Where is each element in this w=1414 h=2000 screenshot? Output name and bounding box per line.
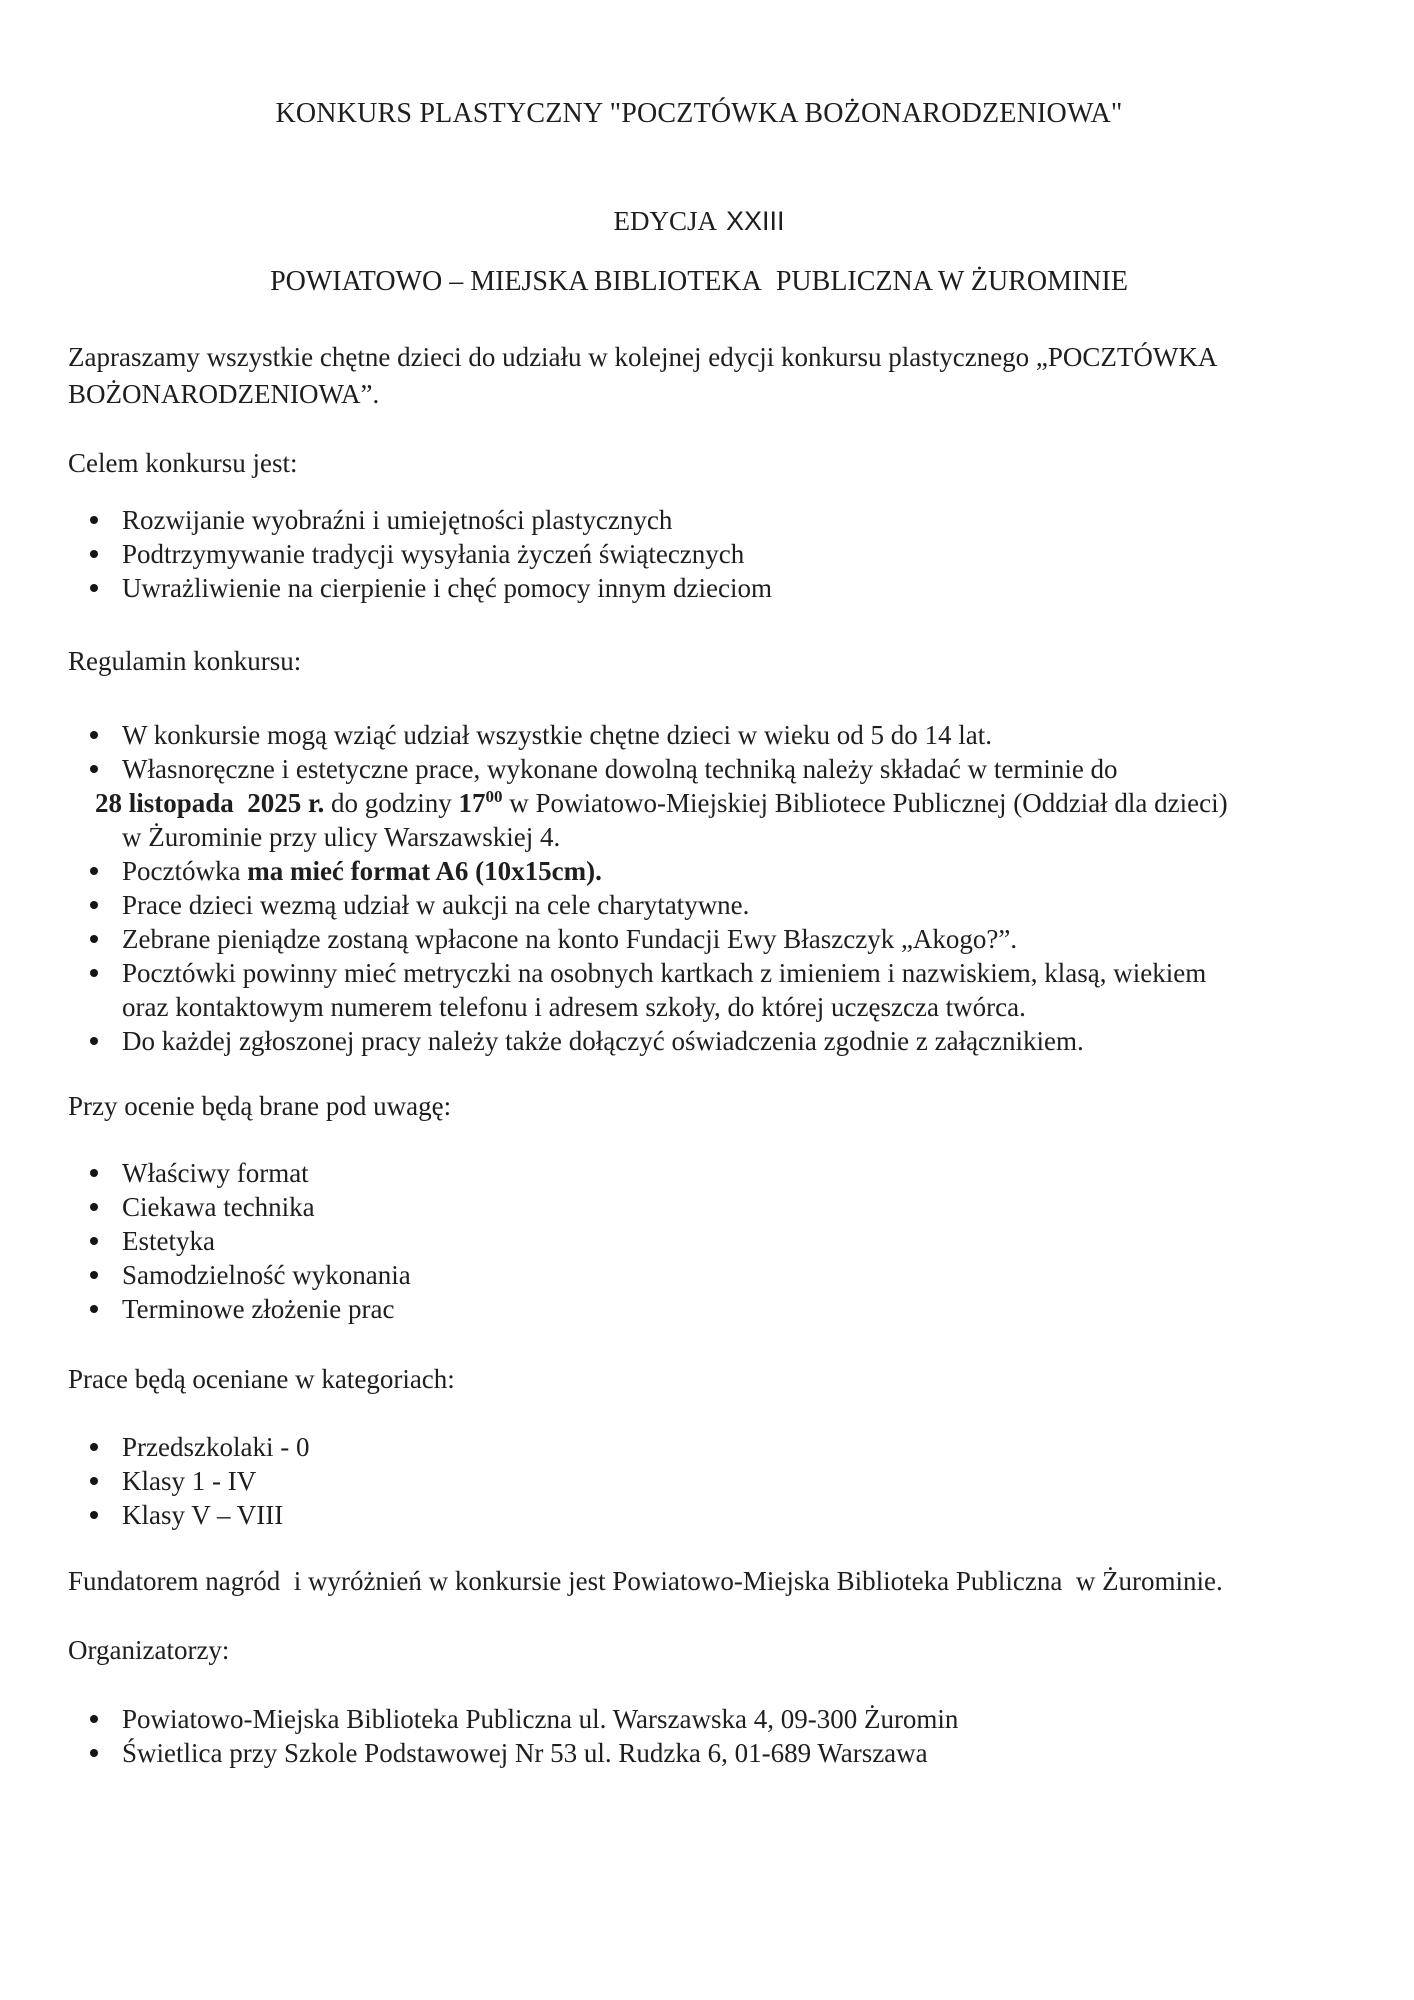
rules-list <box>68 718 1330 1058</box>
criteria-list <box>68 1156 1330 1326</box>
section-heading-goals: Celem konkursu jest: <box>68 448 298 478</box>
funder-line: Fundatorem nagród i wyróżnień w konkursie jest Powiatowo-Miejska Biblioteka Publiczna w Żurominie. <box>68 1566 1223 1596</box>
list-item: Powiatowo-Miejska Biblioteka Publiczna ul. Warszawska 4, 09-300 Żuromin <box>122 1702 1330 1736</box>
list-item: Do każdej zgłoszonej pracy należy także dołączyć oświadczenia zgodnie z załącznikiem. <box>122 1024 1330 1058</box>
edition-label: EDYCJA <box>613 206 717 236</box>
list-item: Uwrażliwienie na cierpienie i chęć pomocy innym dzieciom <box>122 571 1330 605</box>
edition-line <box>68 204 1330 238</box>
list-item: W konkursie mogą wziąć udział wszystkie chętne dzieci w wieku od 5 do 14 lat. <box>122 718 1330 752</box>
list-item: Samodzielność wykonania <box>122 1258 1330 1292</box>
list-item: Właściwy format <box>122 1156 1330 1190</box>
organization-line: POWIATOWO – MIEJSKA BIBLIOTEKA PUBLICZNA W ŻUROMINIE <box>270 266 1128 297</box>
list-item: Pocztówka ma mieć format A6 (10x15cm). <box>122 854 1330 888</box>
list-item: Własnoręczne i estetyczne prace, wykonane dowolną techniką należy składać w terminie do 28 listopada 2025 r. do godziny $17^{00}$ w Powiatowo-Miejskiej Bibliotece Publicznej (Oddział dla dzieci) w Żurominie przy ulicy Warszawskiej 4. <box>122 752 1330 854</box>
list-item: Klasy V – VIII <box>122 1498 1330 1532</box>
goals-list <box>68 503 1330 605</box>
section-heading-criteria: Przy ocenie będą brane pod uwagę: <box>68 1091 452 1121</box>
list-item: Pocztówki powinny mieć metryczki na osobnych kartkach z imieniem i nazwiskiem, klasą, wiekiem oraz kontaktowym numerem telefonu i adresem szkoły, do której uczęszcza twórca. <box>122 956 1330 1024</box>
list-item: Terminowe złożenie prac <box>122 1292 1330 1326</box>
list-item: Ciekawa technika <box>122 1190 1330 1224</box>
categories-list <box>68 1430 1330 1532</box>
section-heading-organizers: Organizatorzy: <box>68 1635 230 1665</box>
list-item: Rozwijanie wyobraźni i umiejętności plastycznych <box>122 503 1330 537</box>
section-heading-rules: Regulamin konkursu: <box>68 646 302 676</box>
edition-number: XXIII <box>725 206 785 236</box>
list-item: Klasy 1 - IV <box>122 1464 1330 1498</box>
section-heading-categories: Prace będą oceniane w kategoriach: <box>68 1364 455 1394</box>
page-title: KONKURS PLASTYCZNY "POCZTÓWKA BOŻONARODZENIOWA" <box>275 98 1123 129</box>
list-item: Zebrane pieniądze zostaną wpłacone na konto Fundacji Ewy Błaszczyk „Akogo?”. <box>122 922 1330 956</box>
intro-paragraph: Zapraszamy wszystkie chętne dzieci do udziału w kolejnej edycji konkursu plastycznego „POCZTÓWKA BOŻONARODZENIOWA”. <box>68 342 1218 409</box>
organizers-list <box>68 1702 1330 1770</box>
list-item: Prace dzieci wezmą udział w aukcji na cele charytatywne. <box>122 888 1330 922</box>
list-item: Świetlica przy Szkole Podstawowej Nr 53 ul. Rudzka 6, 01-689 Warszawa <box>122 1736 1330 1770</box>
list-item: Podtrzymywanie tradycji wysyłania życzeń świątecznych <box>122 537 1330 571</box>
list-item: Przedszkolaki - 0 <box>122 1430 1330 1464</box>
list-item: Estetyka <box>122 1224 1330 1258</box>
